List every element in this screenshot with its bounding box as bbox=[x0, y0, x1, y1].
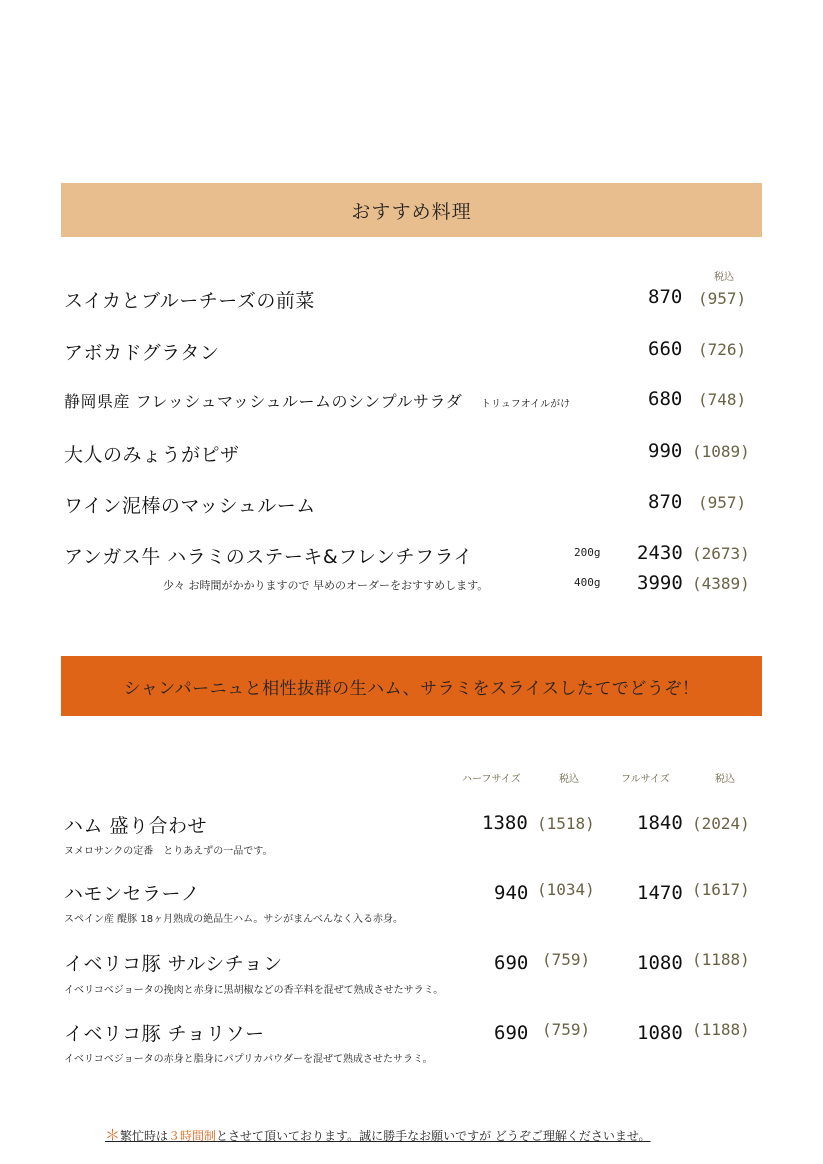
section-banner-recommended bbox=[61, 183, 762, 237]
steak-price-400: 3990 bbox=[637, 572, 683, 594]
menu-item-name: ワイン泥棒のマッシュルーム bbox=[64, 495, 316, 517]
ham-item-name: イベリコ豚 サルシチョン bbox=[64, 953, 283, 975]
steak-weight-200: 200g bbox=[574, 546, 601, 559]
ham-full-price: 1080 bbox=[637, 1022, 683, 1044]
ham-full-tax-price: (1188) bbox=[692, 950, 750, 969]
ham-item-name: ハム 盛り合わせ bbox=[64, 815, 208, 837]
ham-full-price: 1840 bbox=[637, 812, 683, 834]
menu-item-name: アボカドグラタン bbox=[64, 342, 220, 364]
steak-tax-price-400: (4389) bbox=[692, 574, 750, 593]
menu-item-tax-price: (726) bbox=[698, 340, 747, 359]
menu-item-price: 870 bbox=[648, 286, 683, 308]
ham-half-price: 1380 bbox=[482, 812, 528, 834]
half-size-header: ハーフサイズ bbox=[462, 774, 521, 785]
menu-item-tax-price: (957) bbox=[698, 493, 747, 512]
ham-half-tax-price: (759) bbox=[542, 1020, 591, 1039]
ham-half-price: 690 bbox=[494, 1022, 529, 1044]
full-tax-header: 税込 bbox=[715, 774, 735, 785]
footer-text-after: とさせて頂いております。誠に勝手なお願いですが どうぞご理解くださいませ。 bbox=[216, 1129, 651, 1143]
ham-full-tax-price: (1188) bbox=[692, 1020, 750, 1039]
footer-text-before: 繁忙時は bbox=[120, 1129, 169, 1143]
asterisk-icon: ＊ bbox=[105, 1126, 121, 1144]
full-size-header: フルサイズ bbox=[621, 774, 670, 785]
menu-item-price: 990 bbox=[648, 440, 683, 462]
half-tax-header: 税込 bbox=[559, 774, 579, 785]
menu-item-name: 静岡県産 フレッシュマッシュルームのシンプルサラダ bbox=[64, 392, 463, 411]
section-banner-ham bbox=[61, 656, 762, 716]
ham-item-desc: イベリコベジョータの挽肉と赤身に黒胡椒などの香辛料を混ぜて熟成させたサラミ。 bbox=[64, 985, 444, 996]
menu-item-note: トリュフオイルがけ bbox=[481, 399, 571, 410]
steak-weight-400: 400g bbox=[574, 576, 601, 589]
menu-item-tax-price: (748) bbox=[698, 390, 747, 409]
ham-item-desc: イベリコベジョータの赤身と脂身にパプリカパウダーを混ぜて熟成させたサラミ。 bbox=[64, 1054, 433, 1065]
steak-item-name: アンガス牛 ハラミのステーキ&フレンチフライ bbox=[64, 546, 473, 568]
steak-tax-price-200: (2673) bbox=[692, 544, 750, 563]
menu-item-price: 680 bbox=[648, 388, 683, 410]
footer-highlight: ３時間制 bbox=[168, 1129, 217, 1143]
menu-item-price: 660 bbox=[648, 338, 683, 360]
ham-full-tax-price: (1617) bbox=[692, 880, 750, 899]
steak-price-200: 2430 bbox=[637, 542, 683, 564]
menu-item-tax-price: (1089) bbox=[692, 442, 750, 461]
section-title: シャンパーニュと相性抜群の生ハム、サラミをスライスしたてでどうぞ！ bbox=[123, 678, 700, 699]
menu-item-price: 870 bbox=[648, 491, 683, 513]
ham-full-price: 1470 bbox=[637, 882, 683, 904]
menu-item-tax-price: (957) bbox=[698, 289, 747, 308]
ham-item-desc: ヌメロサンクの定番 とりあえずの一品です。 bbox=[64, 846, 273, 857]
ham-half-price: 940 bbox=[494, 882, 529, 904]
footer-note bbox=[105, 1124, 651, 1145]
ham-full-price: 1080 bbox=[637, 952, 683, 974]
menu-item-name: スイカとブルーチーズの前菜 bbox=[64, 290, 315, 312]
ham-item-name: イベリコ豚 チョリソー bbox=[64, 1023, 265, 1045]
tax-included-header: 税込 bbox=[714, 272, 734, 283]
ham-item-name: ハモンセラーノ bbox=[64, 883, 201, 905]
ham-half-tax-price: (1034) bbox=[537, 880, 595, 899]
ham-item-desc: スペイン産 醍豚 18ヶ月熟成の絶品生ハム。サシがまんべんなく入る赤身。 bbox=[64, 914, 403, 925]
menu-item-name: 大人のみょうがピザ bbox=[64, 444, 240, 466]
section-title: おすすめ料理 bbox=[351, 200, 472, 223]
steak-item-note: 少々 お時間がかかりますので 早めのオーダーをおすすめします。 bbox=[163, 579, 489, 592]
ham-full-tax-price: (2024) bbox=[692, 814, 750, 833]
ham-half-price: 690 bbox=[494, 952, 529, 974]
ham-half-tax-price: (759) bbox=[542, 950, 591, 969]
ham-half-tax-price: (1518) bbox=[537, 814, 595, 833]
